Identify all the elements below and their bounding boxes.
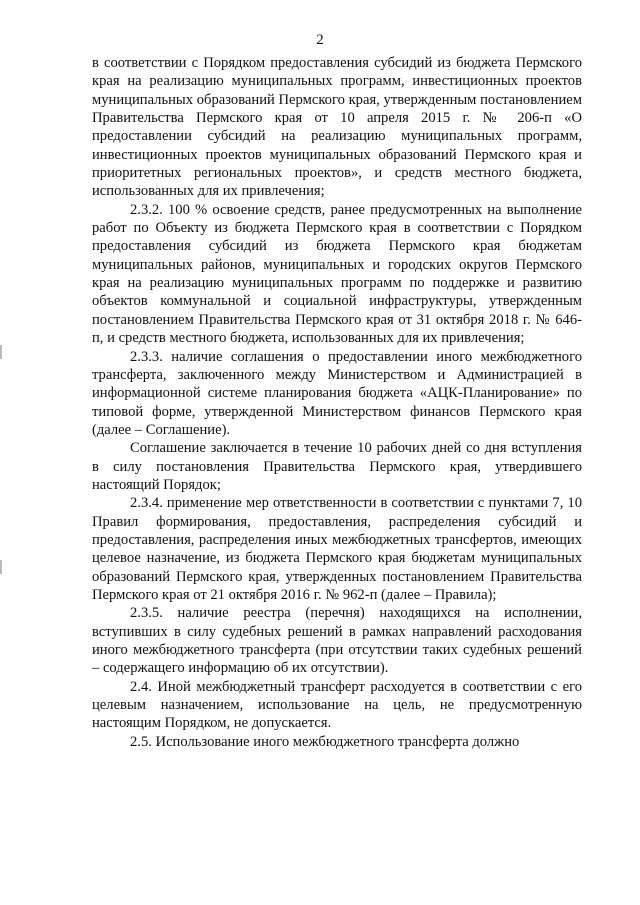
scan-edge-mark [0,345,2,359]
paragraph-2-3-5: 2.3.5. наличие реестра (перечня) находящихся на исполнении, вступивших в силу судебных решений в рамках направлений расходования иного межбюджетного трансферта (при отсутствии таких судебных решений – содержащего информацию об их отсутствии). [92,605,582,677]
paragraph-continuation: в соответствии с Порядком предоставления субсидий из бюджета Пермского края на реализацию муниципальных программ, инвестиционных проектов муниципальных образований Пермского края, утвержденным постановлением Правительства Пермского края от 10 апреля 2015 г. № 206-п «О предоставлении субсидий на реализацию муниципальных программ, инвестиционных проектов муниципальных образований Пермского края и приоритетных региональных проектов», и средств местного бюджета, использованных для их привлечения; [92,55,582,200]
paragraph-2-3-3: 2.3.3. наличие соглашения о предоставлении иного межбюджетного трансферта, заключенного между Министерством и Администрацией в информационной системе планирования бюджета «АЦК-Планирование» по типовой форме, утвержденной Министерством финансов Пермского края (далее – Соглашение). [92,348,582,438]
paragraph-agreement: Соглашение заключается в течение 10 рабочих дней со дня вступления в силу постановления Правительства Пермского края, утвердившего настоящий Порядок; [92,440,582,493]
paragraph-2-3-2: 2.3.2. 100 % освоение средств, ранее предусмотренных на выполнение работ по Объекту из бюджета Пермского края в соответствии с Порядком предоставления субсидий из бюджета Пермского края бюджетам муниципальных районов, муниципальных и городских округов Пермского края на реализацию муниципальных программ по поддержке и развитию объектов коммунальной и социальной инфраструктуры, утвержденным постановлением Правительства Пермского края от 31 октября 2018 г. № 646-п, и средств местного бюджета, использованных для их привлечения; [92,201,582,347]
page-number: 2 [316,32,324,48]
document-body [92,54,582,751]
scan-edge-mark [0,560,2,574]
paragraph-2-3-4: 2.3.4. применение мер ответственности в соответствии с пунктами 7, 10 Правил формирования, предоставления, распределения субсидий и предоставления, распределения иных межбюджетных трансфертов, имеющих целевое назначение, из бюджета Пермского края бюджетам муниципальных образований Пермского края, утвержденных постановлением Правительства Пермского края от 21 октября 2016 г. № 962-п (далее – Правила); [92,495,582,603]
paragraph-2-5: 2.5. Использование иного межбюджетного трансферта должно [130,733,520,750]
paragraph-2-4: 2.4. Иной межбюджетный трансферт расходуется в соответствии с его целевым назначением, использование на цель, не предусмотренную настоящим Порядком, не допускается. [92,678,582,732]
